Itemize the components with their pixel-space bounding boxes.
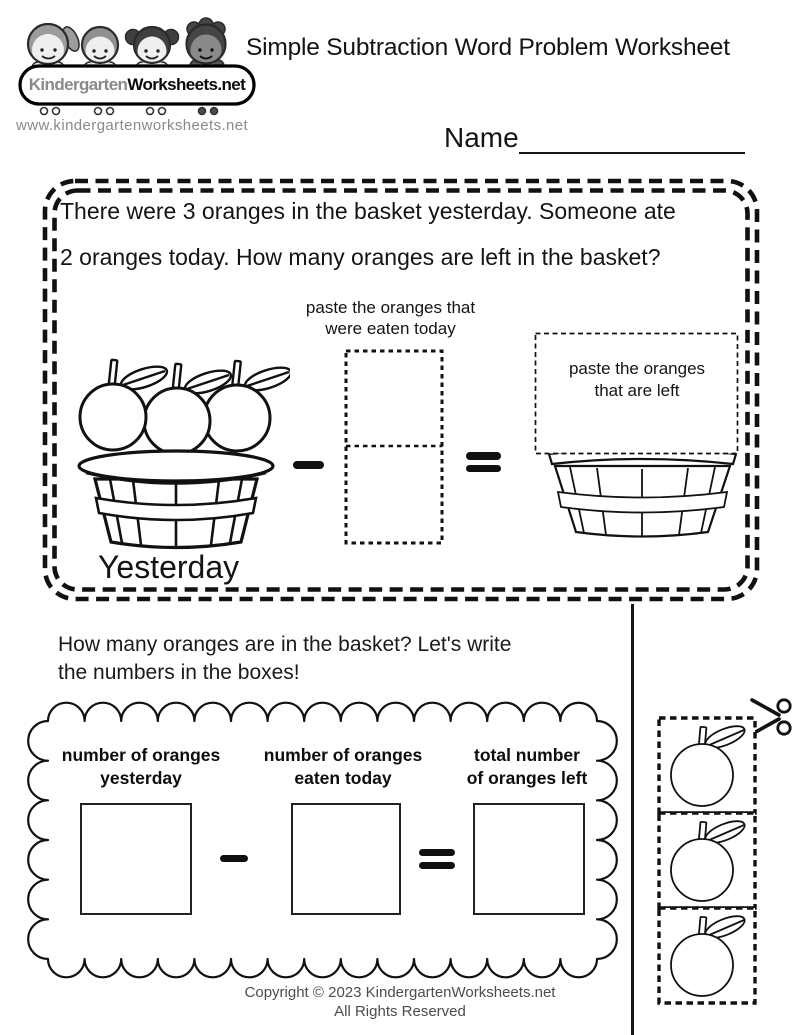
paste-eaten-label: paste the oranges that were eaten today: [305, 298, 476, 338]
answer-box-total-left[interactable]: [473, 803, 585, 915]
column-header-total-left: total number of oranges left: [466, 745, 588, 788]
paste-left-label: paste the oranges that are left: [568, 359, 706, 400]
minus-operator-icon: [293, 461, 324, 469]
name-label: Name: [444, 122, 519, 153]
column-header-yesterday: number of oranges yesterday: [61, 745, 221, 788]
prompt-line2: the numbers in the boxes!: [58, 661, 300, 684]
prompt-line1: How many oranges are in the basket? Let's write: [58, 633, 512, 656]
website-url: www.kindergartenworksheets.net: [16, 117, 249, 134]
equals-operator-icon: [466, 452, 501, 460]
rights-text: All Rights Reserved: [334, 1003, 466, 1020]
problem-text-line1: There were 3 oranges in the basket yesterday. Someone ate: [60, 198, 676, 224]
equals-operator-icon: [419, 849, 455, 856]
problem-text-line2: 2 oranges today. How many oranges are left in the basket?: [60, 244, 661, 270]
cutout-orange-1[interactable]: [659, 718, 755, 813]
name-row: [444, 120, 745, 154]
minus-operator-icon: [220, 855, 248, 862]
cutout-orange-2[interactable]: [659, 813, 755, 908]
paste-eaten-cell-1[interactable]: [346, 351, 442, 445]
equals-operator-icon: [466, 465, 501, 473]
basket-with-oranges-illustration: [70, 352, 290, 557]
logo-brand-black: Worksheets.net: [127, 75, 246, 94]
copyright-text: Copyright © 2023 KindergartenWorksheets.net: [244, 984, 556, 1001]
logo-wordmark: [20, 66, 254, 104]
logo-brand-gray: Kindergarten: [28, 75, 128, 94]
basket-label: Yesterday: [98, 549, 240, 585]
paste-eaten-cell-2[interactable]: [346, 447, 442, 541]
answer-box-yesterday[interactable]: [80, 803, 192, 915]
paste-left-area[interactable]: [536, 334, 736, 452]
equals-operator-icon: [419, 862, 455, 869]
column-header-eaten-today: number of oranges eaten today: [263, 745, 423, 788]
name-fill-in-line[interactable]: [519, 120, 745, 154]
page-title: Simple Subtraction Word Problem Worksheet: [246, 34, 730, 61]
answer-box-eaten-today[interactable]: [291, 803, 401, 915]
